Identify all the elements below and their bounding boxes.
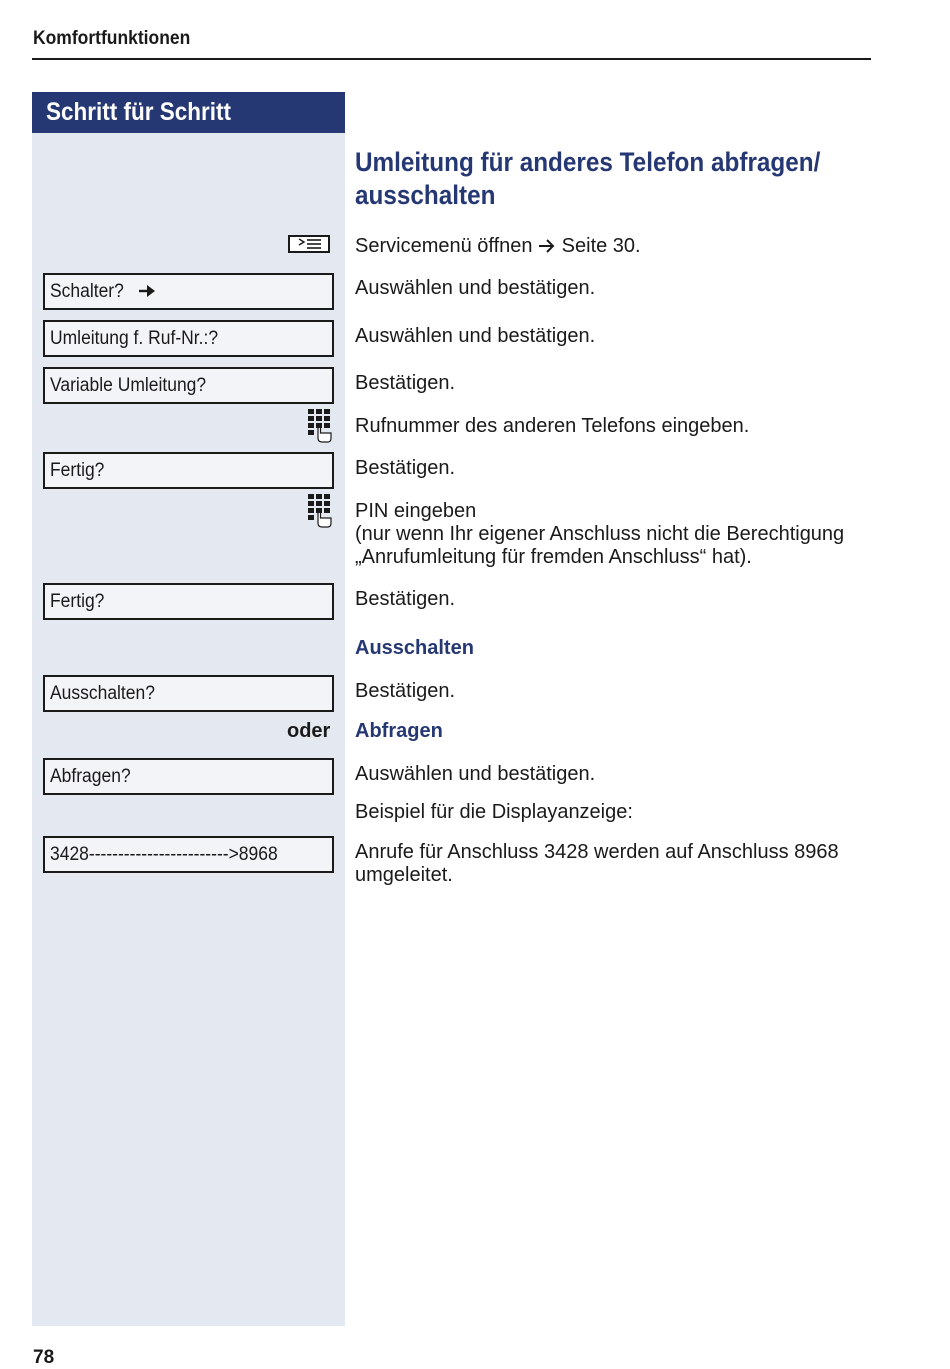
page-number: 78 <box>33 1347 55 1368</box>
pin-instruction: PIN eingeben (nur wenn Ihr eigener Anschluss nicht die Berechtigung „Anrufumleitung für fremden Anschluss“ hat). <box>355 500 845 568</box>
page-header-title: Komfortfunktionen <box>33 28 191 49</box>
header-rule <box>32 58 871 60</box>
display-option-fertig[interactable]: Fertig? <box>43 452 334 489</box>
rufnummer-instruction: Rufnummer des anderen Telefons eingeben. <box>355 415 750 437</box>
umleitung-instruction: Auswählen und bestätigen. <box>355 325 596 347</box>
servicemenu-instruction: Servicemenü öffnen Seite 30. <box>355 235 641 257</box>
ausschalten-instruction: Bestätigen. <box>355 680 456 702</box>
beispiel-text: Beispiel für die Displayanzeige: <box>355 801 633 823</box>
abfragen-heading: Abfragen <box>355 720 443 742</box>
ausschalten-heading: Ausschalten <box>355 637 474 659</box>
step-column-heading: Schritt für Schritt <box>32 92 345 133</box>
display-example: 3428------------------------>8968 <box>43 836 334 873</box>
display-option-variable-umleitung[interactable]: Variable Umleitung? <box>43 367 334 404</box>
fertig-instruction: Bestätigen. <box>355 457 456 479</box>
display-option-abfragen[interactable]: Abfragen? <box>43 758 334 795</box>
display-option-ausschalten[interactable]: Ausschalten? <box>43 675 334 712</box>
schalter-instruction: Auswählen und bestätigen. <box>355 277 596 299</box>
service-menu-icon <box>288 235 330 253</box>
display-option-fertig[interactable]: Fertig? <box>43 583 334 620</box>
arrow-right-icon <box>538 235 562 257</box>
keypad-icon <box>306 493 332 534</box>
oder-label: oder <box>287 720 331 742</box>
display-option-schalter[interactable]: Schalter? <box>43 273 334 310</box>
display-example-description: Anrufe für Anschluss 3428 werden auf Anschluss 8968 umgeleitet. <box>355 841 839 886</box>
abfragen-instruction: Auswählen und bestätigen. <box>355 763 596 785</box>
fertig-instruction: Bestätigen. <box>355 588 456 610</box>
variable-instruction: Bestätigen. <box>355 372 456 394</box>
keypad-icon <box>306 408 332 449</box>
arrow-right-icon <box>138 284 156 298</box>
display-option-umleitung[interactable]: Umleitung f. Ruf-Nr.:? <box>43 320 334 357</box>
section-title: Umleitung für anderes Telefon abfragen/ ausschalten <box>355 147 821 210</box>
page-reference: Seite 30. <box>561 235 641 257</box>
